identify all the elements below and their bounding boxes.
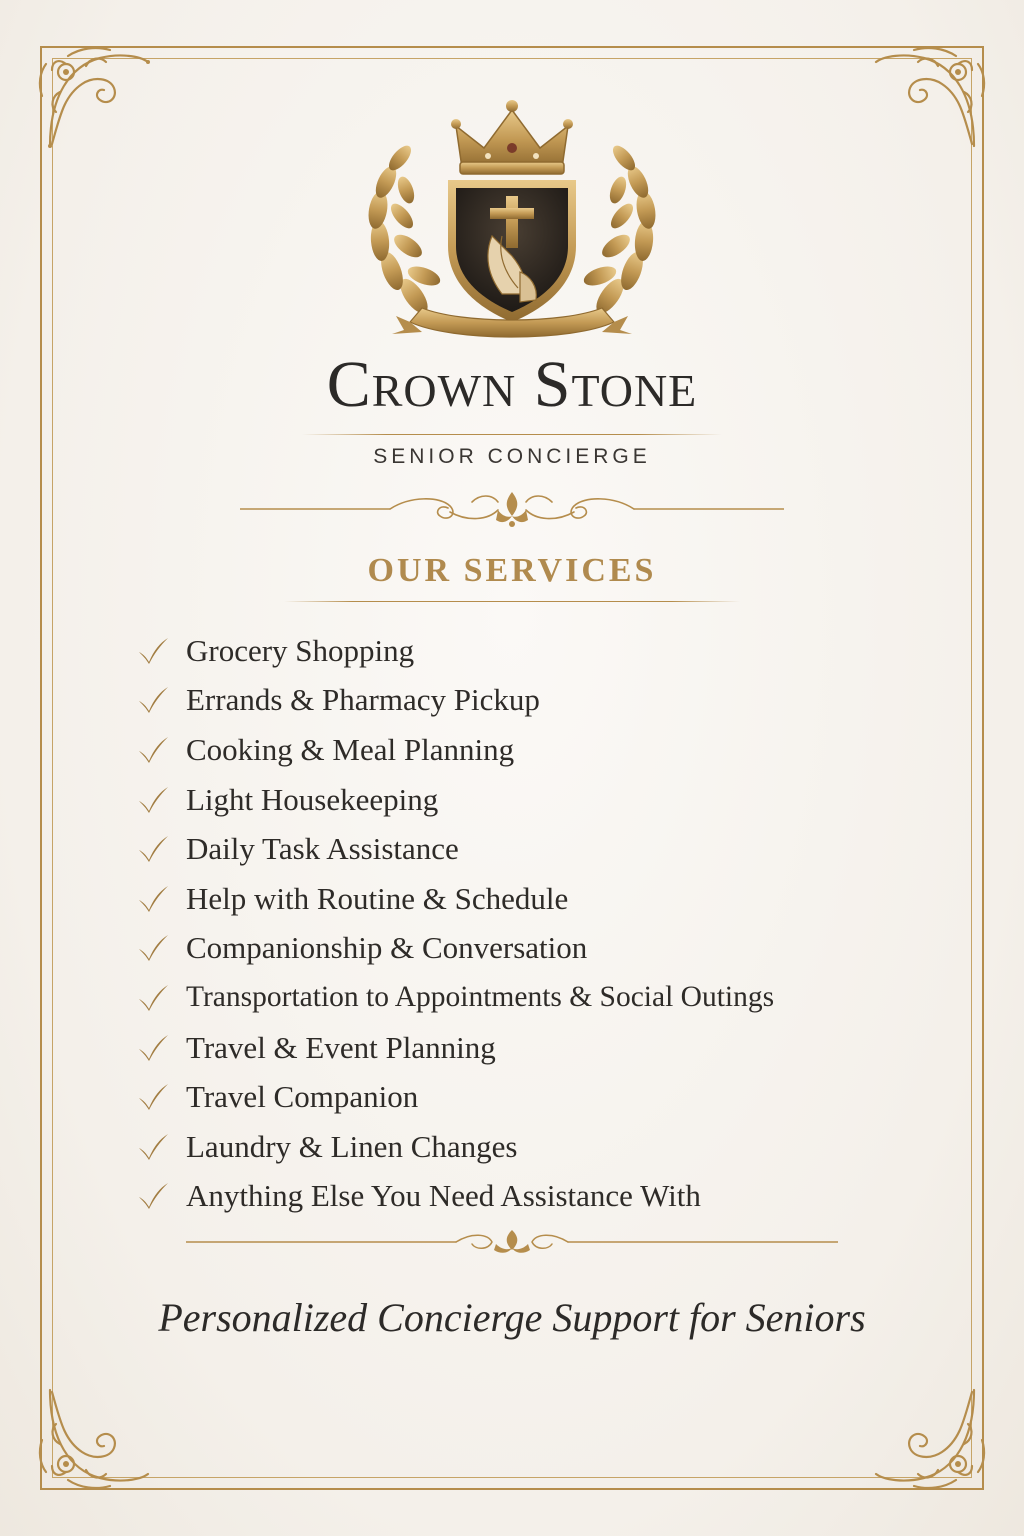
service-item-cooking-meal [136, 725, 896, 775]
corner-ornament-top-left [30, 36, 160, 166]
service-item-laundry [136, 1122, 896, 1172]
checkmark-icon [136, 1181, 170, 1211]
service-label: Light Housekeeping [186, 781, 439, 817]
service-item-travel-event [136, 1023, 896, 1073]
service-item-daily-task [136, 824, 896, 874]
service-list [136, 626, 896, 1221]
brand-divider [302, 434, 722, 435]
checkmark-icon [136, 1132, 170, 1162]
bottom-divider-icon [186, 1228, 838, 1258]
service-label: Errands & Pharmacy Pickup [186, 682, 540, 718]
services-divider [284, 601, 740, 602]
service-item-companionship [136, 924, 896, 974]
service-label: Transportation to Appointments & Social Outings [186, 981, 775, 1014]
crest-logo-icon [352, 96, 672, 346]
checkmark-icon [136, 1082, 170, 1112]
service-label: Companionship & Conversation [186, 930, 588, 966]
service-item-transportation [136, 973, 896, 1023]
corner-ornament-bottom-left [30, 1370, 160, 1500]
checkmark-icon [136, 636, 170, 666]
service-label: Help with Routine & Schedule [186, 880, 569, 916]
service-label: Anything Else You Need Assistance With [186, 1178, 701, 1214]
services-heading: OUR SERVICES [367, 552, 657, 589]
service-item-errands-pharmacy [136, 676, 896, 726]
service-label: Daily Task Assistance [186, 831, 459, 867]
checkmark-icon [136, 983, 170, 1013]
corner-ornament-top-right [864, 36, 994, 166]
flourish-divider-icon [240, 486, 784, 532]
service-label: Laundry & Linen Changes [186, 1128, 518, 1164]
corner-ornament-bottom-right [864, 1370, 994, 1500]
service-item-routine-schedule [136, 874, 896, 924]
brand-subtitle: SENIOR CONCIERGE [373, 445, 651, 468]
checkmark-icon [136, 685, 170, 715]
checkmark-icon [136, 785, 170, 815]
checkmark-icon [136, 933, 170, 963]
service-label: Travel Companion [186, 1079, 419, 1115]
service-item-grocery-shopping [136, 626, 896, 676]
checkmark-icon [136, 884, 170, 914]
checkmark-icon [136, 735, 170, 765]
service-item-travel-companion [136, 1072, 896, 1122]
service-label: Grocery Shopping [186, 632, 415, 668]
service-item-housekeeping [136, 775, 896, 825]
checkmark-icon [136, 834, 170, 864]
checkmark-icon [136, 1033, 170, 1063]
service-item-anything-else [136, 1172, 896, 1222]
tagline: Personalized Concierge Support for Seniors [158, 1295, 866, 1340]
service-label: Travel & Event Planning [186, 1029, 496, 1065]
brand-name: Crown Stone [326, 348, 698, 421]
service-label: Cooking & Meal Planning [186, 731, 515, 767]
